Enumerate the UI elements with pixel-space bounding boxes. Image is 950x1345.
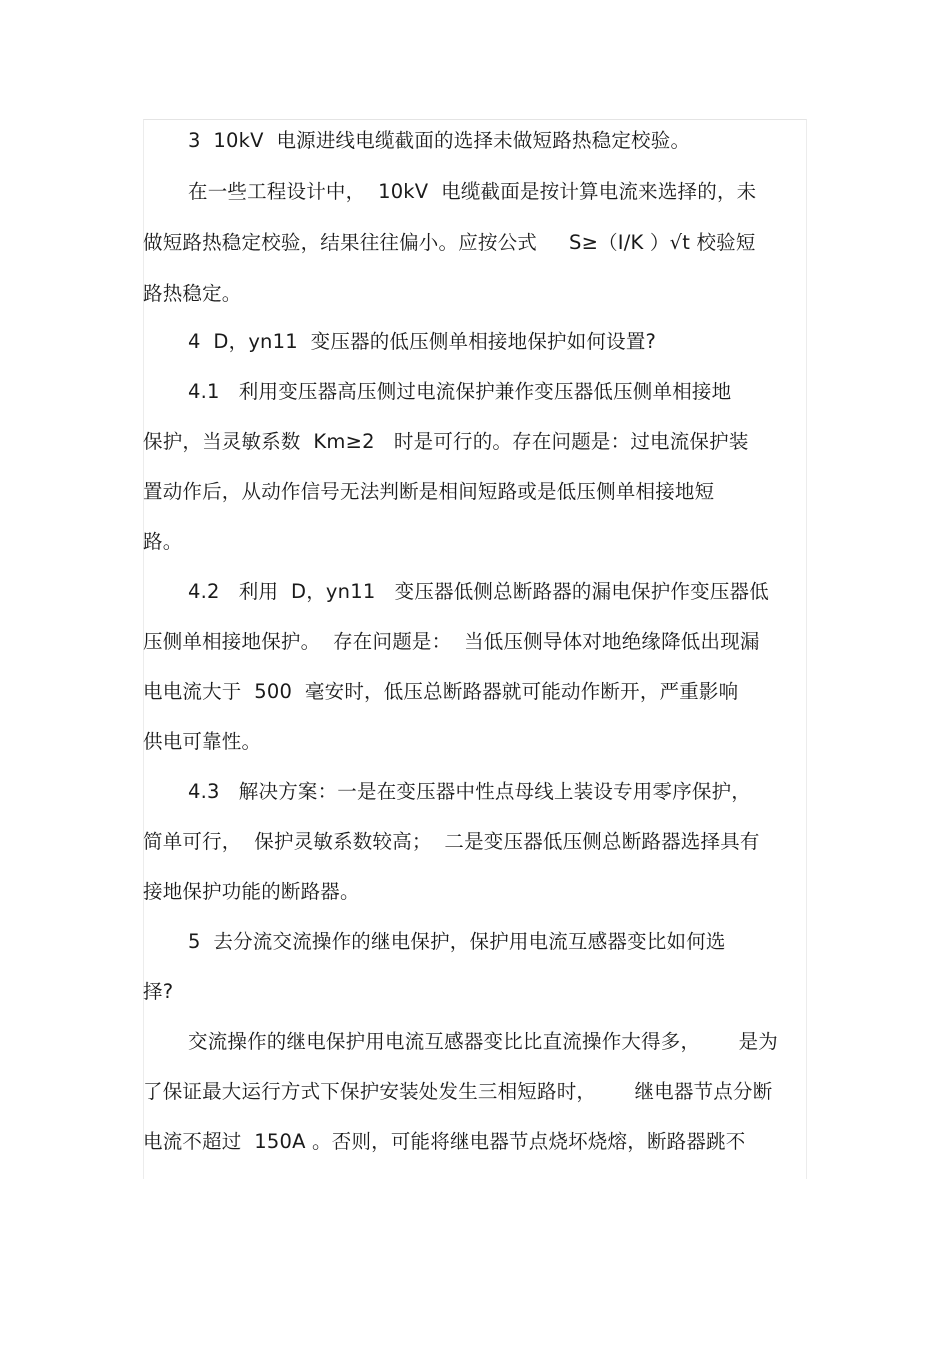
paragraph-line: 置动作后，从动作信号无法判断是相间短路或是低压侧单相接地短 — [143, 480, 715, 503]
paragraph-line: 压侧单相接地保护。 存在问题是： 当低压侧导体对地绝缘降低出现漏 — [143, 630, 760, 653]
heading-3: 3 10kV 电源进线电缆截面的选择未做短路热稳定校验。 — [188, 129, 691, 152]
paragraph-line: 简单可行， 保护灵敏系数较高； 二是变压器低压侧总断路器选择具有 — [143, 830, 760, 853]
paragraph-line: 交流操作的继电保护用电流互感器变比比直流操作大得多， 是为 — [188, 1030, 778, 1053]
heading-5: 5 去分流交流操作的继电保护，保护用电流互感器变比如何选 — [188, 930, 726, 953]
paragraph-line: 路热稳定。 — [143, 282, 242, 305]
paragraph-line: 供电可靠性。 — [143, 730, 262, 753]
paragraph-line: 4.2 利用 D，yn11 变压器低侧总断路器的漏电保护作变压器低 — [188, 580, 769, 603]
heading-4: 4 D，yn11 变压器的低压侧单相接地保护如何设置? — [188, 330, 657, 353]
paragraph-line: 保护，当灵敏系数 Km≥2 时是可行的。存在问题是：过电流保护装 — [143, 430, 749, 453]
paragraph-line: 择? — [143, 980, 174, 1003]
paragraph-line: 4.1 利用变压器高压侧过电流保护兼作变压器低压侧单相接地 — [188, 380, 732, 403]
paragraph-line: 路。 — [143, 530, 183, 553]
paragraph-line: 接地保护功能的断路器。 — [143, 880, 360, 903]
paragraph-line: 做短路热稳定校验，结果往往偏小。应按公式 S≥（I/K ）√t 校验短 — [143, 231, 756, 254]
paragraph-line: 4.3 解决方案：一是在变压器中性点母线上装设专用零序保护， — [188, 780, 752, 803]
paragraph-line: 了保证最大运行方式下保护安装处发生三相短路时， 继电器节点分断 — [143, 1080, 773, 1103]
paragraph-line: 电流不超过 150A 。否则，可能将继电器节点烧坏烧熔，断路器跳不 — [143, 1130, 746, 1153]
paragraph-line: 在一些工程设计中， 10kV 电缆截面是按计算电流来选择的，未 — [188, 180, 757, 203]
paragraph-line: 电电流大于 500 毫安时，低压总断路器就可能动作断开，严重影响 — [143, 680, 739, 703]
